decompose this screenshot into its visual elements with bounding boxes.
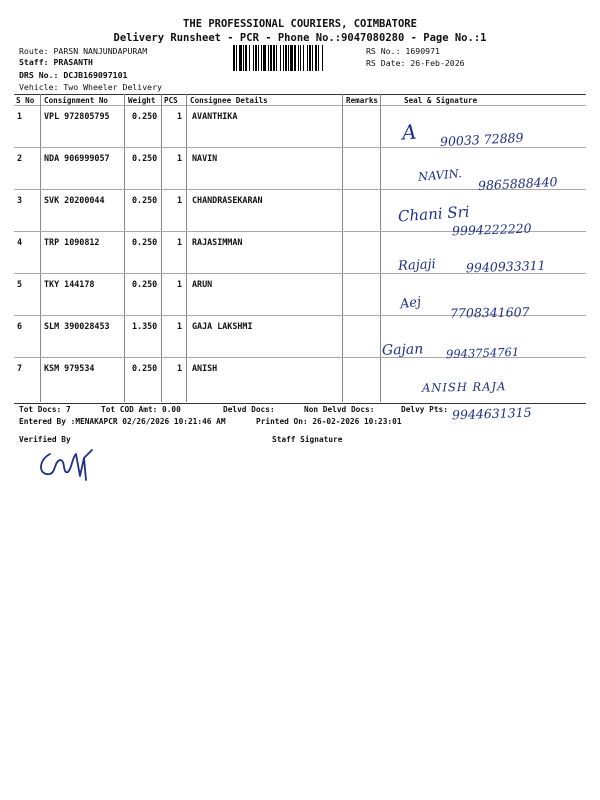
- row-consignee: ARUN: [192, 279, 213, 289]
- row-weight: 0.250: [132, 153, 158, 163]
- row-weight: 1.350: [132, 321, 158, 331]
- col-pcs: PCS: [164, 96, 178, 105]
- signature-name: NAVIN.: [417, 166, 463, 184]
- row-consignee: ANISH: [192, 363, 218, 373]
- signature-name: ANISH RAJA: [421, 379, 507, 395]
- col-consignment: Consignment No: [44, 96, 109, 105]
- row-consignment: SLM 390028453: [44, 321, 110, 331]
- row-weight: 0.250: [132, 195, 158, 205]
- signature-phone: 9994222220: [451, 220, 532, 239]
- signature-name: Chani Sri: [397, 202, 471, 226]
- route-label: Route: PARSN NANJUNDAPURAM: [19, 46, 148, 56]
- col-divider: [342, 94, 343, 402]
- total-docs: Tot Docs: 7: [19, 405, 71, 414]
- barcode-icon: [233, 45, 361, 71]
- row-sno: 2: [17, 153, 23, 163]
- signature-phone: 9940933311: [465, 257, 546, 276]
- signature-phone: 7708341607: [449, 304, 530, 321]
- table-header-divider: [14, 105, 586, 106]
- signature-phone: 9944631315: [451, 404, 532, 423]
- signature-phone: 90033 72889: [439, 129, 524, 150]
- col-divider: [161, 94, 162, 402]
- row-sno: 6: [17, 321, 23, 331]
- row-pcs: 1: [177, 195, 183, 205]
- verifier-signature-icon: [36, 448, 106, 484]
- signature-name: Gajan: [381, 341, 424, 359]
- total-cod-amount: Tot COD Amt: 0.00: [101, 405, 181, 414]
- row-weight: 0.250: [132, 363, 158, 373]
- row-sno: 5: [17, 279, 23, 289]
- col-divider: [186, 94, 187, 402]
- row-consignee: AVANTHIKA: [192, 111, 238, 121]
- drs-label: DRS No.: DCJB169097101: [19, 70, 128, 80]
- row-consignee: GAJA LAKSHMI: [192, 321, 253, 331]
- col-weight: Weight: [128, 96, 156, 105]
- row-consignment: VPL 972805795: [44, 111, 110, 121]
- row-pcs: 1: [177, 363, 183, 373]
- row-pcs: 1: [177, 321, 183, 331]
- row-sno: 3: [17, 195, 23, 205]
- staff-signature-label: Staff Signature: [272, 435, 343, 444]
- row-sno: 7: [17, 363, 23, 373]
- row-consignment: TRP 1090812: [44, 237, 100, 247]
- col-seal-signature: Seal & Signature: [404, 96, 478, 105]
- row-pcs: 1: [177, 279, 183, 289]
- col-consignee: Consignee Details: [190, 96, 268, 105]
- row-pcs: 1: [177, 237, 183, 247]
- verified-by-label: Verified By: [19, 435, 71, 444]
- col-divider: [124, 94, 125, 402]
- delivered-docs: Delvd Docs:: [223, 405, 275, 414]
- rs-date: RS Date: 26-Feb-2026: [366, 58, 465, 68]
- col-divider: [40, 94, 41, 402]
- row-sno: 1: [17, 111, 23, 121]
- vehicle-label: Vehicle: Two Wheeler Delivery: [19, 82, 162, 92]
- runsheet-subtitle: Delivery Runsheet - PCR - Phone No.:9047080280 - Page No.:1: [113, 32, 487, 44]
- row-divider: [14, 147, 586, 148]
- col-remarks: Remarks: [346, 96, 379, 105]
- row-consignment: NDA 906999057: [44, 153, 110, 163]
- signature-name: Rajaji: [397, 257, 437, 274]
- non-delivered-docs: Non Delvd Docs:: [304, 405, 375, 414]
- rs-number: RS No.: 1690971: [366, 46, 440, 56]
- row-weight: 0.250: [132, 279, 158, 289]
- entered-by: Entered By :MENAKAPCR 02/26/2026 10:21:46 AM: [19, 417, 226, 426]
- col-sno: S No: [16, 96, 35, 105]
- staff-label: Staff: PRASANTH: [19, 57, 93, 67]
- row-sno: 4: [17, 237, 23, 247]
- row-consignee: CHANDRASEKARAN: [192, 195, 263, 205]
- printed-on: Printed On: 26-02-2026 10:23:01: [256, 417, 402, 426]
- row-pcs: 1: [177, 153, 183, 163]
- row-weight: 0.250: [132, 237, 158, 247]
- company-title: THE PROFESSIONAL COURIERS, COIMBATORE: [183, 18, 417, 30]
- delivery-points: Delvy Pts:: [401, 405, 448, 414]
- row-consignment: SVK 20200044: [44, 195, 105, 205]
- row-consignee: RAJASIMMAN: [192, 237, 243, 247]
- signature-phone: 9943754761: [445, 344, 520, 362]
- row-consignment: TKY 144178: [44, 279, 95, 289]
- signature-name: Aej: [399, 294, 423, 313]
- row-pcs: 1: [177, 111, 183, 121]
- row-consignment: KSM 979534: [44, 363, 95, 373]
- row-weight: 0.250: [132, 111, 158, 121]
- signature-name: A: [401, 119, 418, 145]
- signature-phone: 9865888440: [477, 173, 558, 194]
- row-consignee: NAVIN: [192, 153, 218, 163]
- col-divider: [380, 94, 381, 402]
